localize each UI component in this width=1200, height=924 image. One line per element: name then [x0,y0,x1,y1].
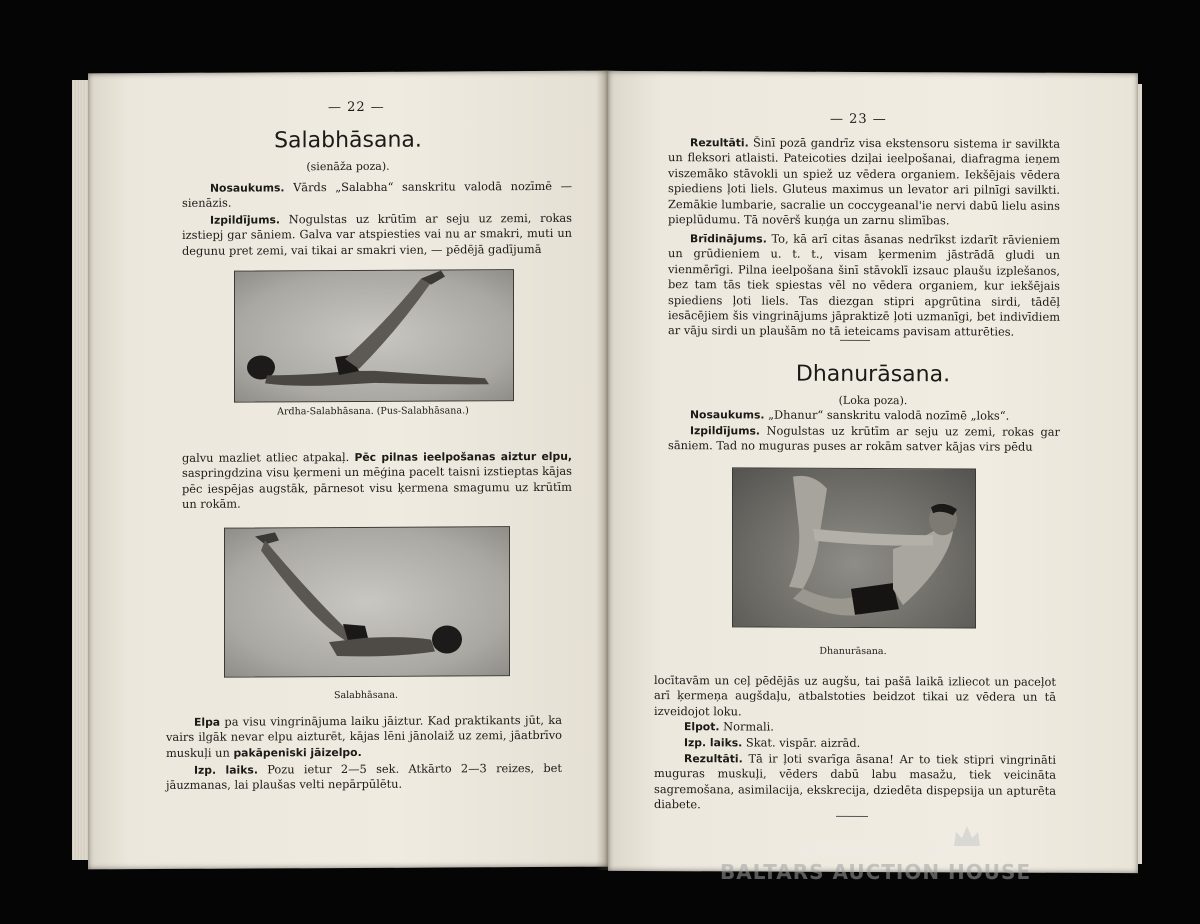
left-izp-laiks-paragraph [166,761,562,794]
bridinajums-label: Brīdinājums. [690,232,767,246]
left-page-number: — 22 — [328,99,385,116]
left-page [88,71,608,870]
right-izp-laiks-text: Skat. vispār. aizrād. [745,735,861,750]
left-page-subtitle: (sienāža poza). [306,159,390,174]
right-rezultati-paragraph [668,135,1060,229]
right-nosaukums-paragraph [668,407,1060,424]
right-izp-laiks-paragraph [654,735,1056,752]
ardha-salabhasana-caption: Ardha-Salabhāsana. (Pus-Salabhāsana.) [277,405,469,418]
left-continuation-paragraph [182,449,572,513]
right-page-title: Dhanurāsana. [795,361,951,388]
dhanur-continuation-text: locītavām un ceļ pēdējās uz augšu, tai pašā laikā izliecot un paceļot arī ķermeņa augšdaļu, atbalstoties beidzot tikai uz vēdera un tā izveidojot loku. [654,673,1056,719]
left-elpa-paragraph [166,713,562,761]
continuation-bold: Pēc pilnas ieelpošanas aiztur elpu, [354,449,572,464]
right-page-number: — 23 — [830,111,887,128]
figure-illustration [225,527,509,676]
nosaukums-text: Vārds „Salabha“ sanskritu valodā nozīmē — sienāzis. [182,178,572,211]
dhanur-rezultati-text: Tā ir ļoti svarīga āsana! Ar to tiek stipri vingrināti muguras muskuļi, vēders dabū labu masažu, tiek veicināta sagremošana, asimilacija, ekskrecija, dziedēta dispepsija un apturēta diabete. [654,751,1056,812]
rezultati-text: Šinī pozā gandrīz visa ekstensoru sistema ir savilkta un fleksori atlaisti. Pateicoties dziļai ieelpošanai, diafragma ieņem viszemāko stāvokli un spiež uz vēdera organiem. Iekšējais vēdera spiediens ļoti liels. Gluteus maximus un levator ari pilnīgi savilkti. Zemākie lumbarie, sacralie un coccygeanal'ie nervi dabū lielu asins pieplūdumu. Tā novērš kuņģa un zarnu slimības. [668,135,1060,228]
nosaukums-label: Nosaukums. [210,181,285,195]
dhanurasana-photo [732,467,976,628]
right-izpildijums-paragraph [668,423,1060,456]
crown-icon [952,824,982,848]
left-izpildijums-paragraph [182,211,572,259]
end-divider [836,816,868,817]
figure-illustration [235,270,513,401]
right-elpot-paragraph [654,719,1056,736]
elpa-bold: pakāpeniski jāizelpo. [233,745,362,760]
section-divider [840,340,870,341]
right-page [608,71,1138,873]
elpa-text: pa visu vingrinājuma laiku jāiztur. Kad praktikants jūt, ka vairs ilgāk nevar elpu aizturēt, kājas lēni jānolaiž uz zemi, jāatbrīvo muskuļi un [166,712,563,760]
dhanur-rezultati-label: Rezultāti. [684,752,743,766]
left-page-title: Salabhāsana. [274,127,422,154]
elpot-label: Elpot. [684,720,720,734]
auction-watermark [720,836,1140,896]
right-rezultati-2-paragraph [654,751,1056,814]
dhanur-nosaukums-label: Nosaukums. [690,408,765,422]
right-izp-laiks-label: Izp. laiks. [684,736,743,750]
left-nosaukums-paragraph [182,179,572,212]
right-page-subtitle: (Loka poza). [838,393,908,408]
dhanurasana-caption: Dhanurāsana. [819,645,887,658]
izp-laiks-label: Izp. laiks. [194,763,258,777]
rezultati-label: Rezultāti. [690,136,749,150]
elpot-text: Normali. [723,719,774,734]
watermark-line-1: antiques and art [798,838,955,859]
salabhasana-caption: Salabhāsana. [333,689,399,702]
ardha-salabhasana-photo [234,269,514,402]
dhanur-nosaukums-text: „Dhanur“ sanskritu valodā nozīmē „loks“. [768,407,1010,423]
right-bridinajums-paragraph [668,231,1060,341]
dhanur-izpildijums-label: Izpildījums. [690,424,761,438]
watermark-line-2: BALTARS AUCTION HOUSE [720,860,1032,884]
figure-illustration [733,468,975,627]
continuation-text-a: galvu mazliet atliec atpakaļ. [182,449,350,465]
izpildijums-label: Izpildījums. [210,213,281,227]
elpa-label: Elpa [194,715,221,729]
izpildijums-text: Nogulstas uz krūtīm ar seju uz zemi, rokas izstiepj gar sāniem. Galva var atspiesties vai nu ar smakri, muti un degunu pret zemi, vai tikai ar smakri vien, — pēdējā gadījumā [182,210,572,258]
dhanur-izpildijums-text: Nogulstas uz krūtīm ar seju uz zemi, rokas gar sāniem. Tad no muguras puses ar rokām satver kājas virs pēdu [668,423,1060,455]
izp-laiks-text: Pozu ietur 2—5 sek. Atkārto 2—3 reizes, bet jāuzmanas, lai plaušas velti nepārpūlētu. [166,760,562,793]
bridinajums-text: To, kā arī citas āsanas nedrīkst izdarīt rāvieniem un grūdieniem u. t. t., visam ķermenim jāstrādā gludi un vienmērīgi. Pilna ieelpošana šinī stāvoklī izsauc plaušu izplešanos, bez tam tās tiek spiestas vēl no vēdera organiem, kur iekšējais spiediens ļoti liels. Tas diezgan stipri apgrūtina sirdi, tādēļ iesācējiem šis vingrinājums jāpraktizē ļoti uzmanīgi, bet indivīdiem ar vāju sirdi un plaušām no tā ieteicams pavisam atturēties. [668,231,1061,340]
right-continuation-paragraph [654,673,1056,721]
continuation-text-b: saspringdzina visu ķermeni un mēģina pacelt taisni izstieptas kājas pēc iespējas augstāk, pārnesot visu ķermena smagumu uz krūtīm un rokām. [182,464,572,512]
salabhasana-photo [224,526,510,677]
